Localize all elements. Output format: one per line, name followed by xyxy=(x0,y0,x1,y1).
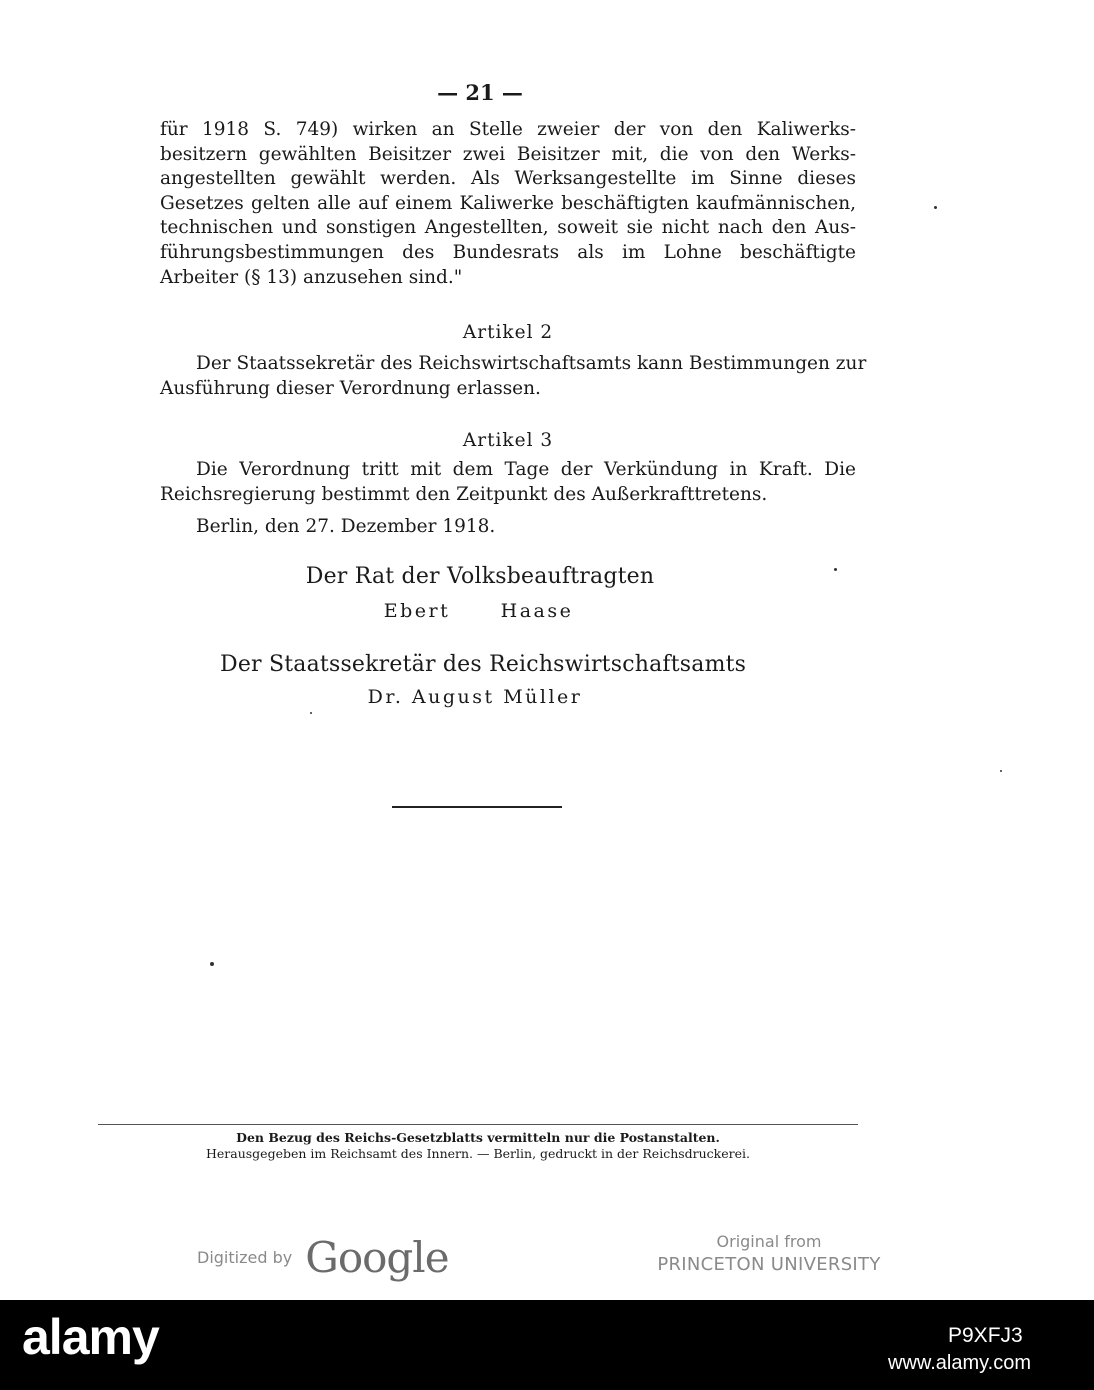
text-line: führungsbestimmungen des Bundesrats als im Lohne beschäftigte xyxy=(160,241,856,263)
footer-distribution-note: Den Bezug des Reichs-Gesetzblatts vermitteln nur die Postanstalten. xyxy=(236,1130,720,1145)
original-from-label: Original from xyxy=(716,1232,822,1251)
signature-secretary-title: Der Staatssekretär des Reichswirtschaftsamts xyxy=(220,652,747,677)
scan-speck xyxy=(834,568,837,571)
stock-photo-bar xyxy=(0,1300,1094,1390)
dateline: Berlin, den 27. Dezember 1918. xyxy=(196,516,496,537)
scan-speck xyxy=(1000,770,1002,772)
footer-rule xyxy=(98,1124,858,1125)
text-line: angestellten gewählt werden. Als Werksangestellte im Sinne dieses xyxy=(160,168,856,190)
end-rule xyxy=(392,806,562,808)
article-3-text xyxy=(160,458,856,507)
text-line: Der Staatssekretär des Reichswirtschaftsamts kann Bestimmungen zur xyxy=(196,353,867,374)
scan-speck xyxy=(310,712,312,714)
digitized-label: Digitized by xyxy=(197,1248,293,1267)
text-line: Reichsregierung bestimmt den Zeitpunkt des Außerkrafttretens. xyxy=(160,483,768,505)
original-from-watermark xyxy=(640,1232,898,1278)
alamy-logo: alamy xyxy=(22,1309,159,1365)
text-line: besitzern gewählten Beisitzer zwei Beisitzer mit, die von den Werks- xyxy=(160,143,856,165)
page-number: — 21 — xyxy=(437,80,523,105)
signature-name-haase: Haase xyxy=(500,600,574,622)
image-id: P9XFJ3 xyxy=(948,1324,1023,1347)
text-line: Arbeiter (§ 13) anzusehen sind." xyxy=(160,266,463,288)
signature-council: Der Rat der Volksbeauftragten xyxy=(305,564,655,589)
signature-secretary-name: Dr. August Müller xyxy=(367,686,583,708)
text-line: für 1918 S. 749) wirken an Stelle zweier der von den Kaliwerks- xyxy=(160,119,856,140)
text-line: Die Verordnung tritt mit dem Tage der Verkündung in Kraft. Die xyxy=(196,459,856,480)
alamy-url: www.alamy.com xyxy=(888,1352,1031,1374)
signature-name-ebert: Ebert xyxy=(383,600,451,622)
university-label: PRINCETON UNIVERSITY xyxy=(657,1254,881,1275)
text-line: Gesetzes gelten alle auf einem Kaliwerke beschäftigten kaufmännischen, xyxy=(160,192,856,214)
digitized-by-watermark xyxy=(197,1233,449,1283)
scan-speck xyxy=(934,206,937,209)
paragraph-continuation xyxy=(160,118,856,290)
text-line: technischen und sonstigen Angestellten, soweit sie nicht nach den Aus- xyxy=(160,217,856,239)
article-3-heading: Artikel 3 xyxy=(462,430,554,451)
article-2-text xyxy=(160,352,867,401)
text-line: Ausführung dieser Verordnung erlassen. xyxy=(160,377,541,399)
footer-publisher-note: Herausgegeben im Reichsamt des Innern. — Berlin, gedruckt in der Reichsdruckerei. xyxy=(205,1146,751,1161)
article-2-heading: Artikel 2 xyxy=(462,322,554,343)
google-logo: Google xyxy=(305,1233,449,1282)
scan-speck xyxy=(210,962,214,966)
